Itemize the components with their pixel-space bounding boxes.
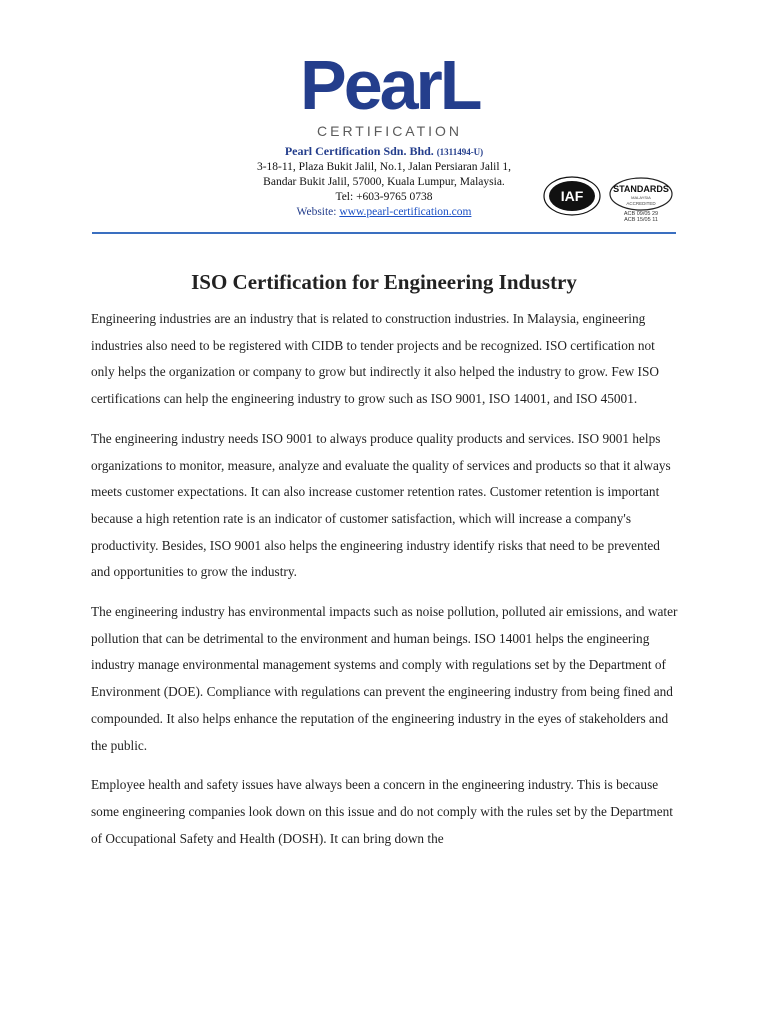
document-title: ISO Certification for Engineering Industry xyxy=(191,270,577,294)
iaf-badge-icon xyxy=(543,176,601,216)
document-body xyxy=(91,306,681,865)
website-label: Website: xyxy=(296,206,337,218)
website-link[interactable]: www.pearl-certification.com xyxy=(339,206,472,218)
paragraph-1: Engineering industries are an industry that is related to construction industries. In Malaysia, engineering industries also need to be registered with CIDB to tender projects and be recognized. ISO certification not only helps the organization or company to grow but indirectly it also helped the industry to grow. Few ISO certifications can help the engineering industry to grow such as ISO 9001, ISO 14001, and ISO 45001. xyxy=(91,311,659,407)
paragraph-2: The engineering industry needs ISO 9001 to always produce quality products and services. ISO 9001 helps organizations to monitor, measure, analyze and evaluate the quality of services and products so that it always meets customer expectations. It can also increase customer retention rates. Customer retention is important because a high retention rate is an indicator of customer satisfaction, which will increase a company's productivity. Besides, ISO 9001 also helps the engineering industry identify risks that need to be prevented and opportunities to grow the industry. xyxy=(91,430,671,580)
paragraph-4: Employee health and safety issues have always been a concern in the engineering industry. This is because some engineering companies look down on this issue and do not comply with the rules set by the Department of Occupational Safety and Health (DOSH). It can bring down the xyxy=(91,777,673,846)
standards-badge-accredited: ACCREDITED xyxy=(626,201,656,206)
company-name: Pearl Certification Sdn. Bhd. xyxy=(284,144,434,158)
header-divider xyxy=(92,232,676,234)
telephone: Tel: +603-9765 0738 xyxy=(335,191,433,203)
standards-caption-line-2: ACB 15/05 11 xyxy=(624,217,658,223)
company-registration: (1311494-U) xyxy=(436,147,484,157)
standards-caption-line-1: ACB 09/05 29 xyxy=(623,211,659,217)
pearl-certification-logo xyxy=(300,46,480,144)
address-line-2: Bandar Bukit Jalil, 57000, Kuala Lumpur, Malaysia. xyxy=(263,176,505,188)
logo-wordmark: PearL xyxy=(300,46,480,124)
standards-badge-subtext: MALAYSIA xyxy=(631,195,651,200)
iaf-badge-text: IAF xyxy=(560,188,584,204)
address-line-1: 3-18-11, Plaza Bukit Jalil, No.1, Jalan Persiaran Jalil 1, xyxy=(256,161,512,173)
standards-badge-caption xyxy=(607,211,675,223)
logo-subword: CERTIFICATION xyxy=(317,123,463,139)
paragraph-3: The engineering industry has environmental impacts such as noise pollution, polluted air emissions, and water pollution that can be detrimental to the environment and human beings. ISO 14001 helps the engineering industry manage environmental management systems and comply with regulations set by the Department of Environment (DOE). Compliance with regulations can prevent the engineering industry from being fined and compounded. It also helps enhance the reputation of the engineering industry in the eyes of stakeholders and the public. xyxy=(91,604,678,753)
standards-badge-text: STANDARDS xyxy=(613,184,669,194)
company-info xyxy=(200,144,568,220)
